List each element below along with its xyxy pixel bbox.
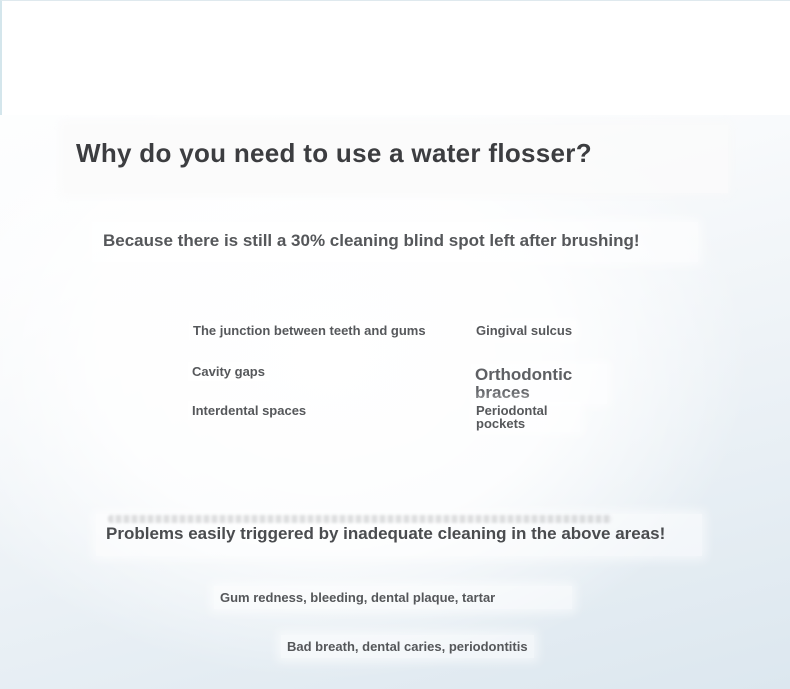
area-label-gingival-sulcus: Gingival sulcus	[472, 321, 576, 340]
problems-heading: Problems easily triggered by inadequate cleaning in the above areas!	[106, 524, 666, 543]
area-label-orthodontic-braces: Orthodontic braces	[471, 364, 607, 404]
problem-item-1: Gum redness, bleeding, dental plaque, tartar	[214, 586, 572, 609]
area-label-periodontal-pockets: Periodontal pockets	[472, 402, 580, 432]
title-banner	[64, 125, 728, 193]
problems-banner	[96, 514, 702, 556]
area-label-junction: The junction between teeth and gums	[189, 321, 430, 340]
top-image-frame	[0, 0, 790, 115]
area-label-interdental-spaces: Interdental spaces	[188, 401, 310, 420]
area-label-cavity-gaps: Cavity gaps	[188, 362, 269, 381]
page-subtitle: Because there is still a 30% cleaning blind spot left after brushing!	[103, 231, 640, 250]
page-title: Why do you need to use a water flosser?	[76, 138, 592, 168]
problem-item-2: Bad breath, dental caries, periodontitis	[281, 635, 534, 658]
subtitle-banner	[92, 222, 698, 262]
